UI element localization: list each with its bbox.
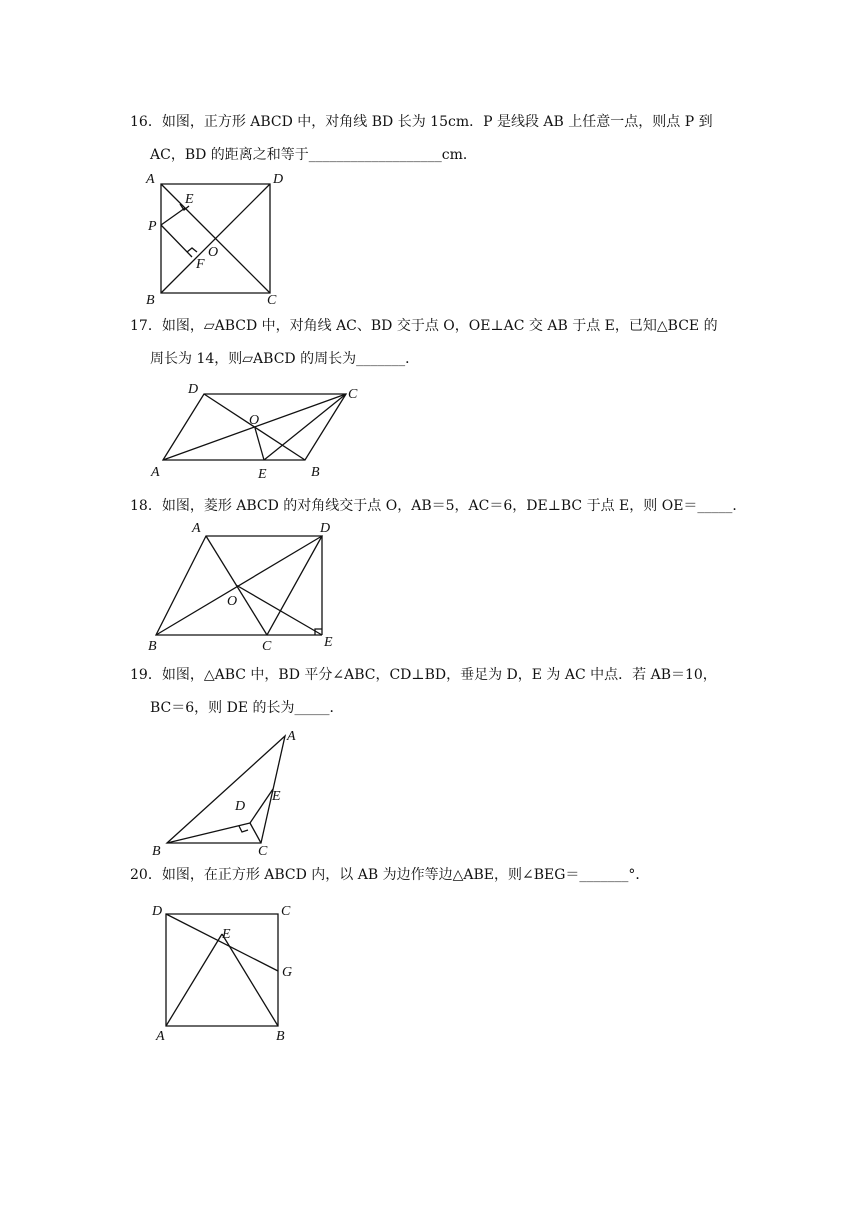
fig20-label-d: D: [152, 904, 163, 919]
fig18-label-o: O: [227, 594, 238, 609]
fig17-label-d: D: [188, 382, 199, 397]
fig17-label-c: C: [348, 387, 358, 402]
fig17-label-e: E: [258, 467, 267, 482]
figure-20-square: [140, 898, 310, 1048]
fig17-label-o: O: [249, 413, 260, 428]
fig18-label-d: D: [320, 521, 331, 536]
problem-19-line-2: BC＝6，则 DE 的长为_____．: [150, 700, 344, 716]
fig18-label-e: E: [324, 635, 333, 650]
fig19-label-e: E: [272, 789, 281, 804]
fig20-label-e: E: [222, 927, 231, 942]
fig18-label-b: B: [148, 639, 157, 652]
fig20-label-c: C: [281, 904, 291, 919]
figure-19-triangle: [140, 722, 310, 862]
figure-17-parallelogram: [140, 376, 380, 484]
problem-16-line-1: 16．如图，正方形 ABCD 中，对角线 BD 长为 15cm．P 是线段 AB 上任意一点，则点 P 到: [130, 114, 713, 130]
fig18-label-a: A: [192, 521, 201, 536]
fig16-label-a: A: [146, 172, 155, 187]
fig16-label-c: C: [267, 293, 277, 308]
fig19-label-b: B: [152, 844, 161, 859]
problem-16-line-2: AC，BD 的距离之和等于___________________cm．: [150, 147, 477, 163]
fig16-label-f: F: [196, 257, 205, 272]
fig18-label-c: C: [262, 639, 272, 652]
fig17-label-a: A: [151, 465, 160, 480]
fig16-label-b: B: [146, 293, 155, 308]
fig16-label-d: D: [273, 172, 284, 187]
fig19-label-c: C: [258, 844, 268, 859]
fig19-label-d: D: [235, 799, 246, 814]
problem-17-line-1: 17．如图，▱ABCD 中，对角线 AC、BD 交于点 O，OE⊥AC 交 AB 于点 E，已知△BCE 的: [130, 318, 718, 334]
problem-17-line-2: 周长为 14，则▱ABCD 的周长为_______．: [150, 351, 420, 367]
fig20-label-g: G: [282, 965, 293, 980]
problem-18-line-1: 18．如图，菱形 ABCD 的对角线交于点 O，AB＝5，AC＝6，DE⊥BC 于点 E，则 OE＝_____．: [130, 498, 747, 514]
figure-18-rhombus: [140, 518, 350, 652]
fig20-label-a: A: [156, 1029, 165, 1044]
figure-16-square: [140, 168, 300, 310]
fig17-label-b: B: [311, 465, 320, 480]
fig16-label-p: P: [148, 219, 157, 234]
fig19-label-a: A: [287, 729, 296, 744]
fig16-label-e: E: [185, 192, 194, 207]
problem-19-line-1: 19．如图，△ABC 中，BD 平分∠ABC，CD⊥BD，垂足为 D，E 为 AC 中点．若 AB＝10，: [130, 667, 717, 683]
fig16-label-o: O: [208, 245, 219, 260]
fig20-label-b: B: [276, 1029, 285, 1044]
problem-20-line-1: 20．如图，在正方形 ABCD 内，以 AB 为边作等边△ABE，则∠BEG＝_______°．: [130, 867, 650, 883]
